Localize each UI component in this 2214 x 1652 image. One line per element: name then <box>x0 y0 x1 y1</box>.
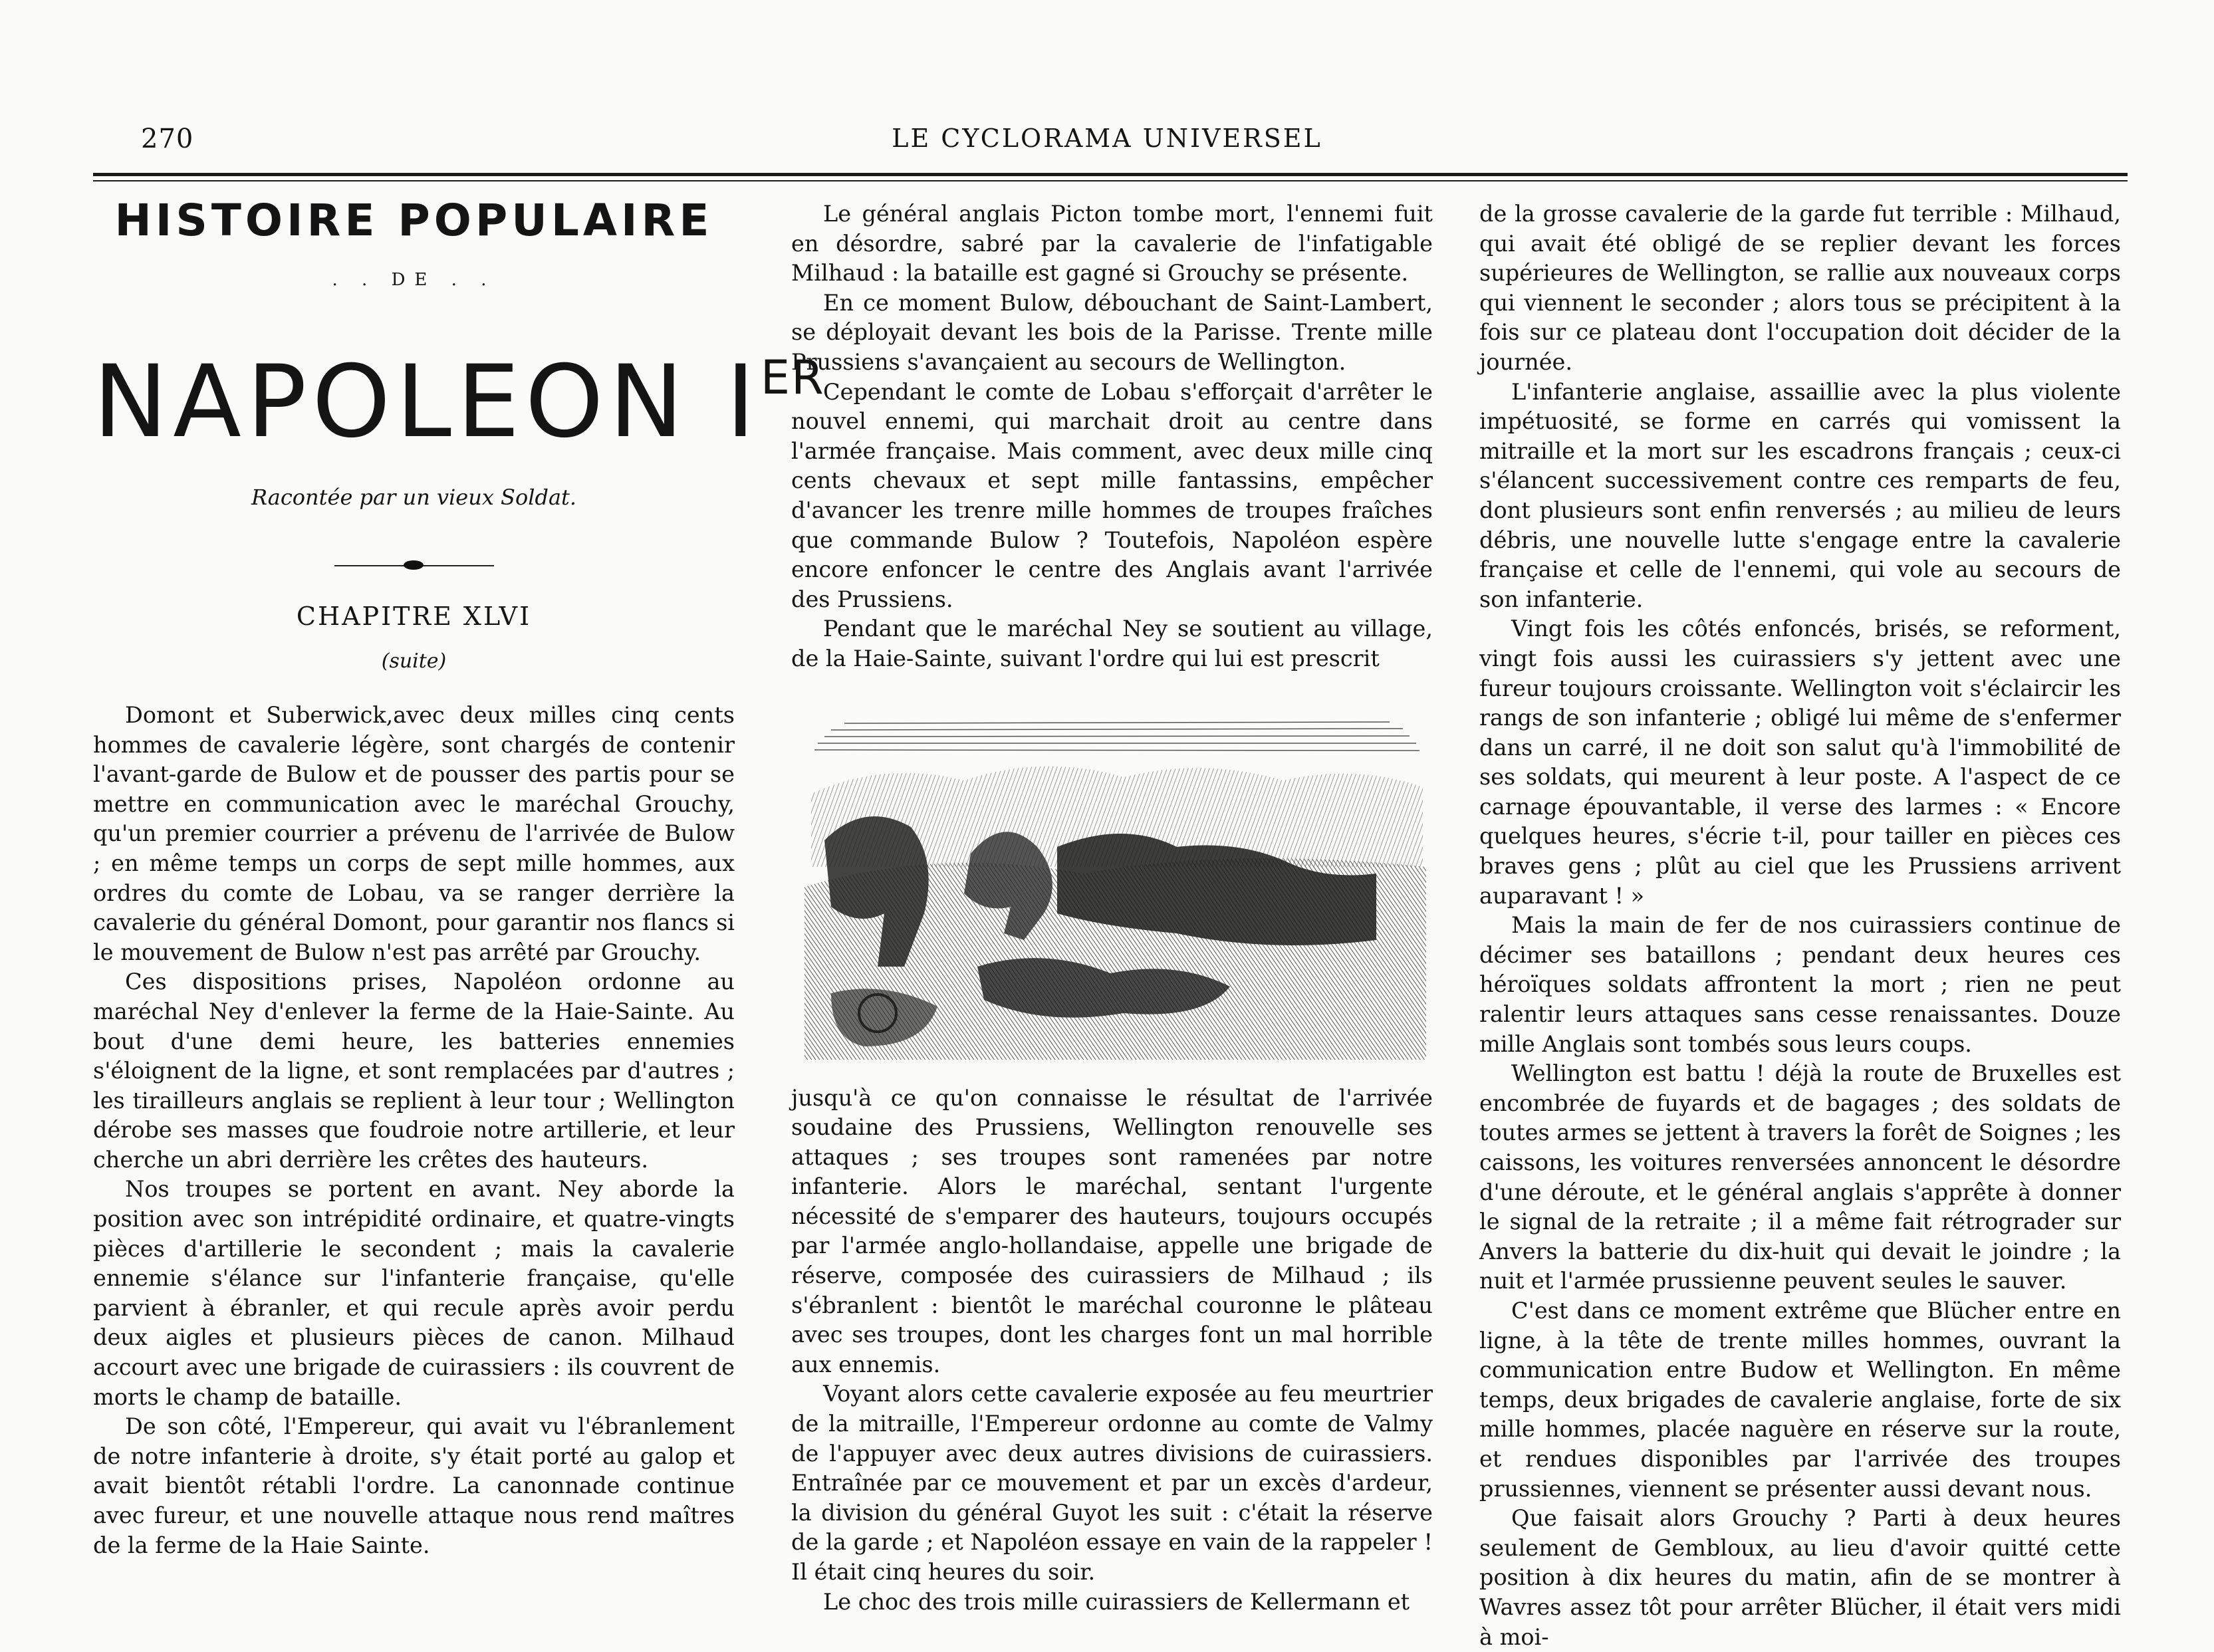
series-title: HISTOIRE POPULAIRE <box>114 195 713 246</box>
chapter-heading: CHAPITRE XLVI <box>296 601 532 631</box>
paragraph: C'est dans ce moment extrême que Blücher entre en ligne, à la tête de trente milles hommes, ouvrant la communication entre Budow et Wellington. En même temps, deux brigades de cavalerie anglaise, forte de six mille hommes, placée naguère en réserve sur la route, et rendues disponibles par l'arrivée des troupes prussiennes, viennent se présenter aussi devant nous. <box>1479 1297 2121 1502</box>
paragraph: Mais la main de fer de nos cuirassiers continue de décimer ses bataillons ; pendant deux heures ces héroïques soldats affrontent la mort ; rien ne peut ralentir leurs attaques sans cesse renaissantes. Douze mille Anglais sont tombés sous leurs coups. <box>1479 912 2121 1057</box>
ornament-divider <box>334 559 494 572</box>
header-rule-thin <box>93 180 2128 181</box>
paragraph: de la grosse cavalerie de la garde fut terrible : Milhaud, qui avait été obligé de se replier devant les forces supérieures de Wellington, se rallie aux nouveaux corps qui viennent le seconder ; alors tous se précipitent à la fois sur ce plateau dont l'occupation doit décider de la journée. <box>1479 201 2121 375</box>
ornament-center <box>404 560 424 570</box>
paragraph: De son côté, l'Empereur, qui avait vu l'ébranlement de notre infanterie à droite, s'y était porté au galop et avait bientôt rétabli l'ordre. La canonnade continue avec fureur, et une nouvelle attaque nous rend maîtres de la ferme de la Haie Sainte. <box>93 1413 735 1558</box>
main-title <box>93 321 825 461</box>
paragraph: Vingt fois les côtés enfoncés, brisés, se reforment, vingt fois aussi les cuirassiers s'y jettent avec une fureur toujours croissante. Wellington voit s'éclaircir les rangs de son infanterie ; obligé lui même de s'enfermer dans un carré, il ne doit son salut qu'à l'immobilité de ses soldats, qui meurent à leur poste. A l'aspect de ce carnage épouvantable, il verse des larmes : « Encore quelques heures, s'écrie t-il, pour tailler en pièces ces braves gens ; plût au ciel que les Prussiens arrivent auparavant ! » <box>1479 616 2121 909</box>
paragraph: Pendant que le maréchal Ney se soutient au village, de la Haie-Sainte, suivant l'ordre qui lui est prescrit <box>791 616 1433 671</box>
column-2 <box>791 199 1433 1615</box>
paragraph: Le choc des trois mille cuirassiers de Kellermann et <box>823 1588 1410 1615</box>
chapter-suite: (suite) <box>381 649 447 673</box>
battle-engraving-illustration <box>804 714 1426 1060</box>
subtitle: Racontée par un vieux Soldat. <box>251 485 577 511</box>
main-title-suffix: ER <box>760 350 825 406</box>
paragraph: jusqu'à ce qu'on connaisse le résultat de l'arrivée soudaine des Prussiens, Wellington renouvelle ses attaques ; ses troupes sont ramenées par notre infanterie. Alors le maréchal, sentant l'urgente nécessité de s'emparer des hauteurs, toujours occupés par l'armée anglo-hollandaise, appelle une brigade de réserve, composée des cuirassiers de Milhaud ; ils s'ébranlent : bientôt le maréchal couronne le plâteau avec ses troupes, dont les charges font un mal horrible aux ennemis. <box>791 1084 1433 1377</box>
paragraph: Cependant le comte de Lobau s'efforçait d'arrêter le nouvel ennemi, qui marchait droit au centre dans l'armée française. Mais comment, avec deux mille cinq cents chevaux et sept mille fantassins, empêcher d'avancer les trenre mille hommes de troupes fraîches que commande Bulow ? Toutefois, Napoléon espère encore enfoncer le centre des Anglais avant l'arrivée des Prussiens. <box>791 378 1433 612</box>
main-title-name: NAPOLEON I <box>93 344 761 461</box>
paragraph: Wellington est battu ! déjà la route de Bruxelles est encombrée de fuyards et de bagages ; des soldats de toutes armes se jettent à travers la forêt de Soignes ; les caissons, les voitures renversées annoncent le désordre d'une déroute, et le général anglais s'apprête à donner le signal de la retraite ; il a même fait rétrograder sur Anvers la batterie du dix-huit qui devait le joindre ; la nuit et l'armée prussienne peuvent seules le sauver. <box>1479 1060 2121 1294</box>
paragraph: Ces dispositions prises, Napoléon ordonne au maréchal Ney d'enlever la ferme de la Haie-Sainte. Au bout d'une demi heure, les batteries ennemies s'éloignent de la ligne, et sont remplacées par d'autres ; les tirailleurs anglais se replient à leur tour ; Wellington dérobe ses masses que foudroie notre artillerie, et leur cherche un abri derrière les crêtes des hauteurs. <box>93 969 735 1173</box>
paragraph: Voyant alors cette cavalerie exposée au feu meurtrier de la mitraille, l'Empereur ordonne au comte de Valmy de l'appuyer avec deux autres divisions de cuirassiers. Entraînée par ce mouvement et par un excès d'ardeur, la division du général Guyot les suit : c'était la réserve de la garde ; et Napoléon essaye en vain de la rappeler ! Il était cinq heures du soir. <box>791 1381 1433 1585</box>
paragraph: Nos troupes se portent en avant. Ney aborde la position avec son intrépidité ordinaire, et quatre-vingts pièces d'artillerie le secondent ; mais la cavalerie ennemie s'élance sur l'infanterie française, qu'elle parvient à ébranler, et qui recule après avoir perdu deux aigles et plusieurs pièces de canon. Milhaud accourt avec une brigade de cuirassiers : ils couvrent de morts le champ de bataille. <box>93 1176 735 1410</box>
page-number: 270 <box>141 124 194 154</box>
paragraph: En ce moment Bulow, débouchant de Saint-Lambert, se déployait devant les bois de la Parisse. Trente mille Prussiens s'avançaient au secours de Wellington. <box>791 289 1433 375</box>
paragraph: Que faisait alors Grouchy ? Parti à deux heures seulement de Gembloux, au lieu d'avoir quitté cette position à dix heures du matin, afin de se montrer à Wavres assez tôt pour arrêter Blücher, il était vers midi à moi- <box>1479 1505 2121 1650</box>
title-de: . . DE . . <box>332 269 496 290</box>
paragraph: Le général anglais Picton tombe mort, l'ennemi fuit en désordre, sabré par la cavalerie de l'infatigable Milhaud : la bataille est gagné si Grouchy se présente. <box>791 201 1433 287</box>
paragraph: Domont et Suberwick,avec deux milles cinq cents hommes de cavalerie légère, sont chargés de contenir l'avant-garde de Bulow et de pousser des partis pour se mettre en communication avec le maréchal Grouchy, qu'un premier courrier a prévenu de l'arrivée de Bulow ; en même temps un corps de sept mille hommes, aux ordres du comte de Lobau, va se ranger derrière la cavalerie du général Domont, pour garantir nos flancs si le mouvement de Bulow n'est pas arrêté par Grouchy. <box>93 701 735 965</box>
column-3 <box>1479 199 2121 1650</box>
running-head: LE CYCLORAMA UNIVERSEL <box>892 124 1322 153</box>
title-block <box>93 195 825 677</box>
sky-lines <box>814 722 1419 751</box>
column-1 <box>93 195 825 1558</box>
paragraph: L'infanterie anglaise, assaillie avec la plus violente impétuosité, se forme en carrés qui vomissent la mitraille et la mort sur les escadrons français ; ceux-ci s'élancent successivement contre ces remparts de feu, dont plusieurs sont enfin renversés ; au milieu de leurs débris, une nouvelle lutte s'engage entre la cavalerie française et celle de l'ennemi, qui vole au secours de son infanterie. <box>1479 378 2121 612</box>
header-rule-thick <box>93 173 2128 176</box>
